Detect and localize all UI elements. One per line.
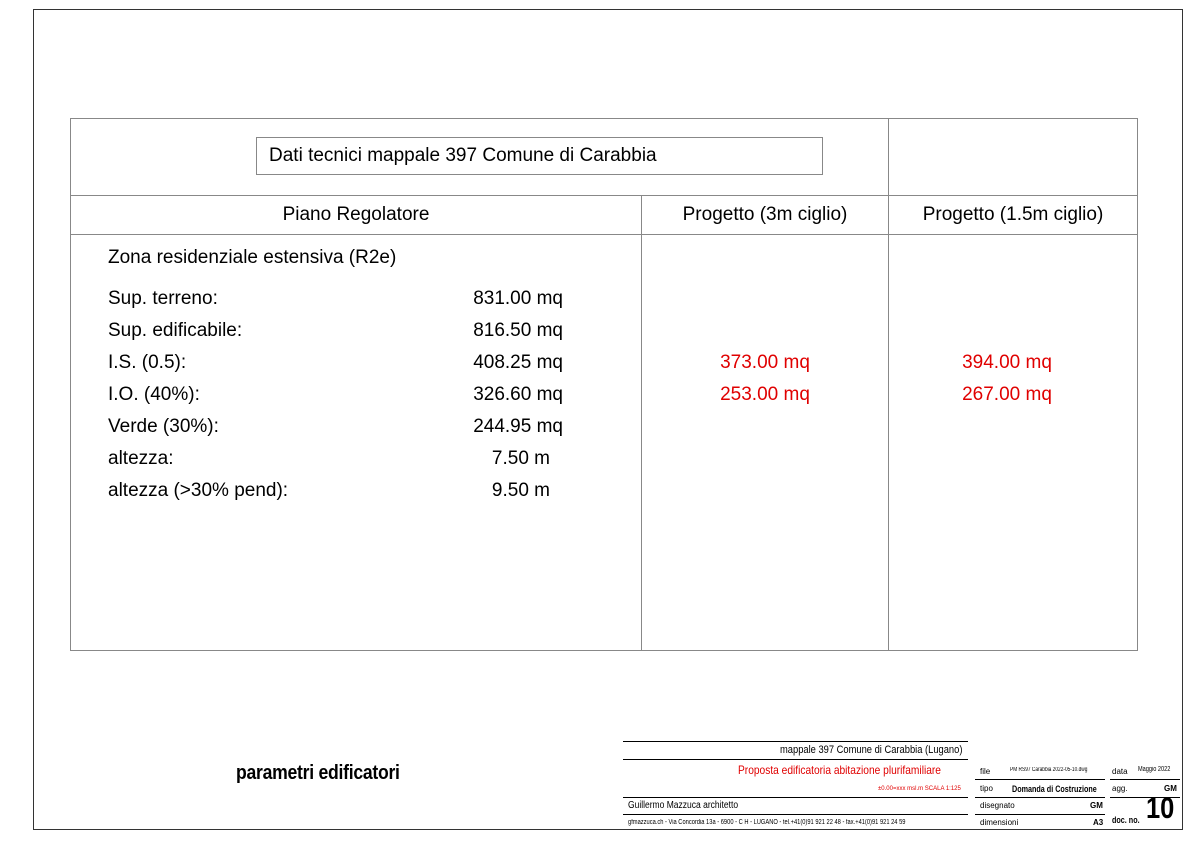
doc-number: 10 — [1146, 792, 1175, 825]
col-header-progetto-3m: Progetto (3m ciglio) — [682, 204, 848, 225]
row-value: 408.25 mq — [473, 352, 563, 373]
row-value: 326.60 mq — [473, 384, 563, 405]
zone-label: Zona residenziale estensiva (R2e) — [108, 247, 397, 268]
data-value: Maggio 2022 — [1138, 766, 1171, 773]
progetto-3m-value: 253.00 mq — [720, 384, 810, 405]
row-value: 9.50 m — [491, 480, 550, 501]
agg-value: GM — [1164, 784, 1177, 793]
scale-label: ±0.00=xxx msl.m SCALA 1:125 — [878, 786, 961, 792]
title-block-line — [623, 759, 968, 760]
title-block-line — [1110, 779, 1180, 780]
disegnato-label: disegnato — [980, 801, 1015, 810]
col-header-piano: Piano Regolatore — [282, 204, 430, 225]
row-value: 831.00 mq — [473, 288, 563, 309]
progetto-15m-value: 394.00 mq — [962, 352, 1052, 373]
progetto-15m-value: 267.00 mq — [962, 384, 1052, 405]
title-block-line — [975, 814, 1105, 815]
mappale-label: mappale 397 Comune di Carabbia (Lugano) — [780, 744, 963, 756]
row-label: Sup. edificabile: — [108, 320, 243, 341]
tipo-label: tipo — [980, 784, 993, 793]
row-label: Verde (30%): — [108, 416, 219, 437]
title-block-line — [623, 797, 968, 798]
project-label: Proposta edificatoria abitazione plurifamiliare — [738, 763, 941, 777]
agg-label: agg. — [1112, 784, 1128, 793]
table-title: Dati tecnici mappale 397 Comune di Carabbia — [256, 137, 823, 175]
dimensioni-label: dimensioni — [980, 818, 1019, 827]
doc-label: doc. no. — [1112, 815, 1140, 825]
title-block-line — [975, 779, 1105, 780]
row-label: altezza: — [108, 448, 174, 469]
row-value: 7.50 m — [491, 448, 550, 469]
architect-name: Guillermo Mazzuca architetto — [628, 800, 739, 811]
file-value: PM RS97 Carabbia 2022-05-10.dwg — [1010, 767, 1088, 773]
row-label: Sup. terreno: — [108, 288, 218, 309]
dimensioni-value: A3 — [1093, 818, 1104, 827]
row-value: 816.50 mq — [473, 320, 563, 341]
col-header-progetto-15m: Progetto (1.5m ciglio) — [922, 204, 1104, 225]
table-divider — [641, 195, 642, 651]
progetto-3m-value: 373.00 mq — [720, 352, 810, 373]
table-divider — [70, 234, 1138, 235]
sheet-title: parametri edificatori — [236, 762, 400, 784]
title-block-line — [623, 741, 968, 742]
row-label: I.O. (40%): — [108, 384, 200, 405]
file-label: file — [980, 767, 991, 776]
data-label: data — [1112, 767, 1128, 776]
architect-address: gfmazzuca.ch - Via Concordia 13a - 6900 - C H - LUGANO - tel.+41(0)91 921 22 48 - fax.+41(0)91 921 24 59 — [628, 819, 906, 826]
title-block-line — [623, 814, 968, 815]
row-label: I.S. (0.5): — [108, 352, 187, 373]
disegnato-value: GM — [1090, 801, 1103, 810]
tipo-value: Domanda di Costruzione — [1012, 784, 1097, 794]
row-label: altezza (>30% pend): — [108, 480, 289, 501]
row-value: 244.95 mq — [473, 416, 563, 437]
title-block-line — [975, 797, 1105, 798]
